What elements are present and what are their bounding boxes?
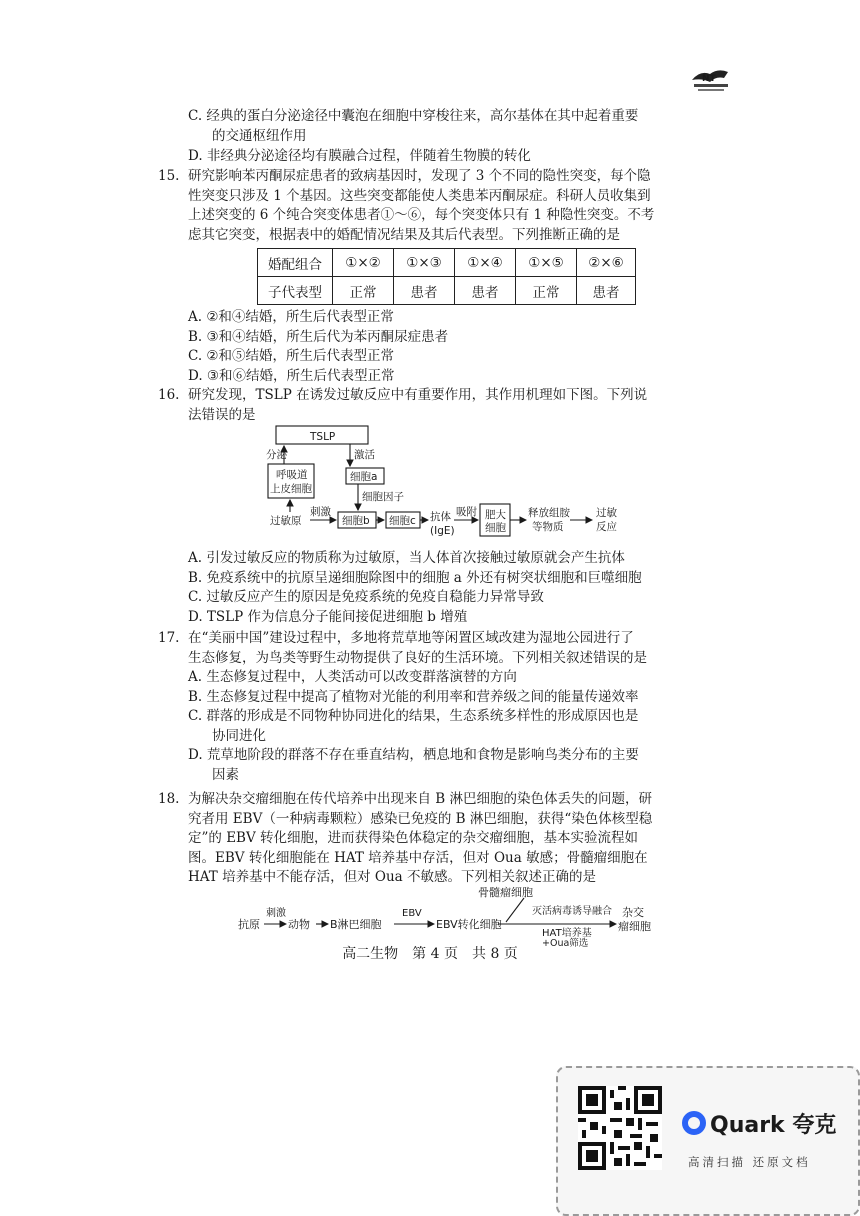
oua-label: +Oua筛选 [542,938,589,949]
adsorb-label: 吸附 [456,506,477,518]
q15-stem-line: 虑其它突变，根据表中的婚配情况结果及其后代表型。下列推断正确的是 [188,226,620,243]
q14-option-c-line1: C. 经典的蛋白分泌途径中囊泡在细胞中穿梭往来，高尔基体在其中起着重要 [188,108,639,124]
stimulate-label: 刺激 [310,506,331,518]
quark-logo-icon [682,1111,706,1135]
cell-c-label: 细胞c [389,515,416,527]
quark-watermark [556,1066,860,1216]
q18-stem [188,790,652,888]
q17-number: 17. [158,630,180,646]
table-row [258,249,636,277]
table-cell: 患者 [394,277,455,305]
table-cell: ①×② [333,249,394,277]
q16-stem [188,386,647,425]
table-cell: 婚配组合 [258,249,333,277]
secrete-label: 分泌 [266,449,287,461]
q15-number: 15. [158,168,180,184]
q17-option: C. 群落的形成是不同物种协同进化的结果，生态系统多样性的形成原因也是 [188,708,639,724]
table-cell: 子代表型 [258,277,333,305]
table-row [258,277,636,305]
q18-stem-line: 究者用 EBV（一种病毒颗粒）感染已免疫的 B 淋巴细胞，获得“染色体核型稳 [188,810,653,827]
q15-option: B. ③和④结婚，所生后代为苯丙酮尿症患者 [188,328,449,345]
quark-brand [682,1108,836,1139]
q16-option: D. TSLP 作为信息分子能间接促进细胞 b 增殖 [188,608,468,625]
q16-options [188,549,642,627]
q16-stem-line: 法错误的是 [188,406,256,423]
epithelial-label-1: 呼吸道 [276,469,308,481]
q14-option-d: D. 非经典分泌途径均有膜融合过程，伴随着生物膜的转化 [188,148,531,164]
animal-label: 动物 [288,918,310,931]
q15-stem [188,167,654,245]
q17-stem-line: 在“美丽中国”建设过程中，多地将荒草地等闲置区域改建为湿地公园进行了 [188,630,634,646]
q18-stem-line: 图。EBV 转化细胞能在 HAT 培养基中存活，但对 Oua 敏感；骨髓瘤细胞在 [188,849,648,866]
tslp-mechanism-diagram [260,424,640,546]
q16-option: C. 过敏反应产生的原因是免疫系统的免疫自稳能力异常导致 [188,589,544,605]
q17-option: B. 生态修复过程中提高了植物对光能的利用率和营养级之间的能量传递效率 [188,688,639,705]
cell-a-label: 细胞a [350,471,378,483]
ige-label: (IgE) [430,525,455,537]
table-cell: ①×③ [394,249,455,277]
q15-stem-line: 上述突变的 6 个纯合突变体患者①～⑥，每个突变体只有 1 种隐性突变。不考 [188,207,655,223]
q15-option: A. ②和④结婚，所生后代表型正常 [188,309,394,325]
q17-option: A. 生态修复过程中，人类活动可以改变群落演替的方向 [188,669,517,685]
q16-option: A. 引发过敏反应的物质称为过敏原，当人体首次接触过敏原就会产生抗体 [188,550,625,566]
table-cell: 正常 [516,277,577,305]
table-cell: ②×⑥ [577,249,636,277]
q15-options [188,308,448,386]
fusion-label: 灭活病毒诱导融合 [532,906,612,917]
hybridoma-label-2: 瘤细胞 [618,920,651,933]
hybridoma-flow-diagram [236,884,666,949]
table-cell: 患者 [455,277,516,305]
q16-number: 16. [158,387,180,403]
myeloma-label: 骨髓瘤细胞 [478,886,533,899]
publisher-logo [688,64,734,94]
q17-option: D. 荒草地阶段的群落不存在垂直结构，栖息地和食物是影响鸟类分布的主要 [188,747,639,763]
b-cell-label: B淋巴细胞 [330,918,382,931]
q17-option-continued: 协同进化 [212,727,266,744]
table-cell: 正常 [333,277,394,305]
ebv-cell-label: EBV转化细胞 [436,918,502,931]
q16-option: B. 免疫系统中的抗原呈递细胞除图中的细胞 a 外还有树突状细胞和巨噬细胞 [188,569,642,586]
q17-options [188,668,639,785]
q17-stem [188,629,647,668]
ebv-label: EBV [402,908,422,919]
epithelial-label-2: 上皮细胞 [270,483,312,495]
qr-code-icon [578,1086,662,1170]
table-cell: 患者 [577,277,636,305]
q15-option: D. ③和⑥结婚，所生后代表型正常 [188,367,395,384]
allergen-label: 过敏原 [270,515,302,527]
table-cell: ①×④ [455,249,516,277]
q15-option: C. ②和⑤结婚，所生后代表型正常 [188,348,395,364]
q17-stem-line: 生态修复，为鸟类等野生动物提供了良好的生活环境。下列相关叙述错误的是 [188,649,647,666]
antigen-label: 抗原 [238,918,260,931]
stimulate-label: 刺激 [266,908,286,919]
q17-option-continued: 因素 [212,766,239,783]
hybridoma-label-1: 杂交 [622,906,644,919]
page-footer: 高二生物 第 4 页 共 8 页 [342,946,518,962]
cell-b-label: 细胞b [342,515,370,527]
cytokine-label: 细胞因子 [362,491,404,503]
antibody-label: 抗体 [430,511,451,523]
tslp-label: TSLP [310,431,336,443]
activate-label: 激活 [354,449,375,461]
mast-cell-label-1: 肥大 [485,509,506,521]
release-label-2: 等物质 [532,521,564,533]
reaction-label-1: 过敏 [596,507,617,519]
q15-stem-line: 性突变只涉及 1 个基因。这些突变都能使人类患苯丙酮尿症。科研人员收集到 [188,187,651,204]
svg-text:NT: NT [702,74,716,84]
q18-stem-line: 定”的 EBV 转化细胞，进而获得染色体稳定的杂交瘤细胞，基本实验流程如 [188,830,639,846]
mast-cell-label-2: 细胞 [485,522,506,534]
q16-stem-line: 研究发现，TSLP 在诱发过敏反应中有重要作用，其作用机理如下图。下列说 [188,387,648,403]
q18-number: 18. [158,791,180,807]
quark-subtitle: 高清扫描 还原文档 [688,1155,811,1169]
release-label-1: 释放组胺 [528,507,570,519]
table-cell: ①×⑤ [516,249,577,277]
q18-stem-line: 为解决杂交瘤细胞在传代培养中出现来自 B 淋巴细胞的染色体丢失的问题，研 [188,791,653,807]
mating-table [257,248,636,305]
q15-stem-line: 研究影响苯丙酮尿症患者的致病基因时，发现了 3 个不同的隐性突变，每个隐 [188,168,651,184]
q18-stem-line: HAT 培养基中不能存活，但对 Oua 不敏感。下列相关叙述正确的是 [188,869,596,885]
quark-brand-text: Quark 夸克 [710,1113,837,1138]
reaction-label-2: 反应 [596,521,617,533]
hat-label: HAT培养基 [542,928,592,939]
q14-option-c-line2: 的交通枢纽作用 [212,128,307,144]
